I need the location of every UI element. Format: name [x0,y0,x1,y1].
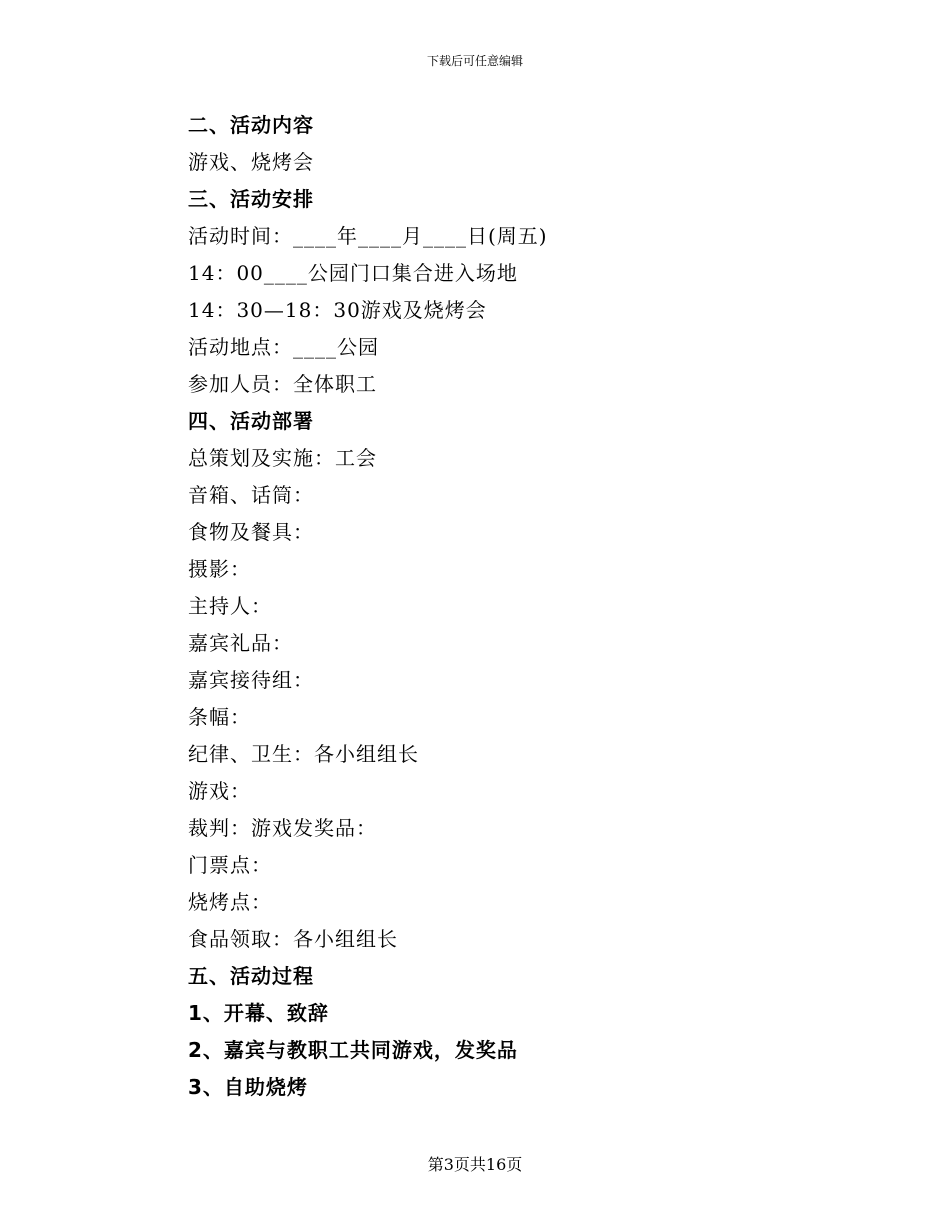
deployment-item: 主持人： [188,594,272,618]
deployment-item: 音箱、话筒： [188,483,314,507]
deployment-item: 嘉宾接待组： [188,668,314,692]
deployment-item: 纪律、卫生：各小组组长 [188,742,419,766]
deployment-item: 条幅： [188,705,251,729]
activity-location-line: 活动地点：____公园 [188,335,379,359]
document-body [188,107,828,1106]
section-heading-process: 五、活动过程 [188,964,314,988]
activity-time-line: 活动时间：____年____月____日(周五) [188,224,548,248]
content-line: 游戏、烧烤会 [188,150,314,174]
section-heading-schedule: 三、活动安排 [188,187,314,211]
deployment-item: 烧烤点： [188,890,272,914]
process-step: 3、自助烧烤 [188,1075,308,1099]
page-number: 第3页共16页 [427,1155,523,1174]
deployment-item: 游戏： [188,779,251,803]
section-heading-content: 二、活动内容 [188,113,314,137]
page-header: 下载后可任意编辑 [426,54,523,68]
deployment-item: 总策划及实施：工会 [188,446,377,470]
deployment-item: 食品领取：各小组组长 [188,927,398,951]
section-heading-deployment: 四、活动部署 [188,409,314,433]
deployment-item: 裁判：游戏发奖品： [188,816,377,840]
process-step: 1、开幕、致辞 [188,1001,329,1025]
process-step: 2、嘉宾与教职工共同游戏，发奖品 [188,1038,518,1062]
deployment-item: 门票点： [188,853,272,877]
deployment-item: 嘉宾礼品： [188,631,293,655]
game-time-line: 14：30—18：30游戏及烧烤会 [188,298,487,322]
deployment-item: 食物及餐具： [188,520,314,544]
gathering-time-line: 14：00____公园门口集合进入场地 [188,261,518,285]
deployment-item: 摄影： [188,557,251,581]
participants-line: 参加人员：全体职工 [188,372,377,396]
